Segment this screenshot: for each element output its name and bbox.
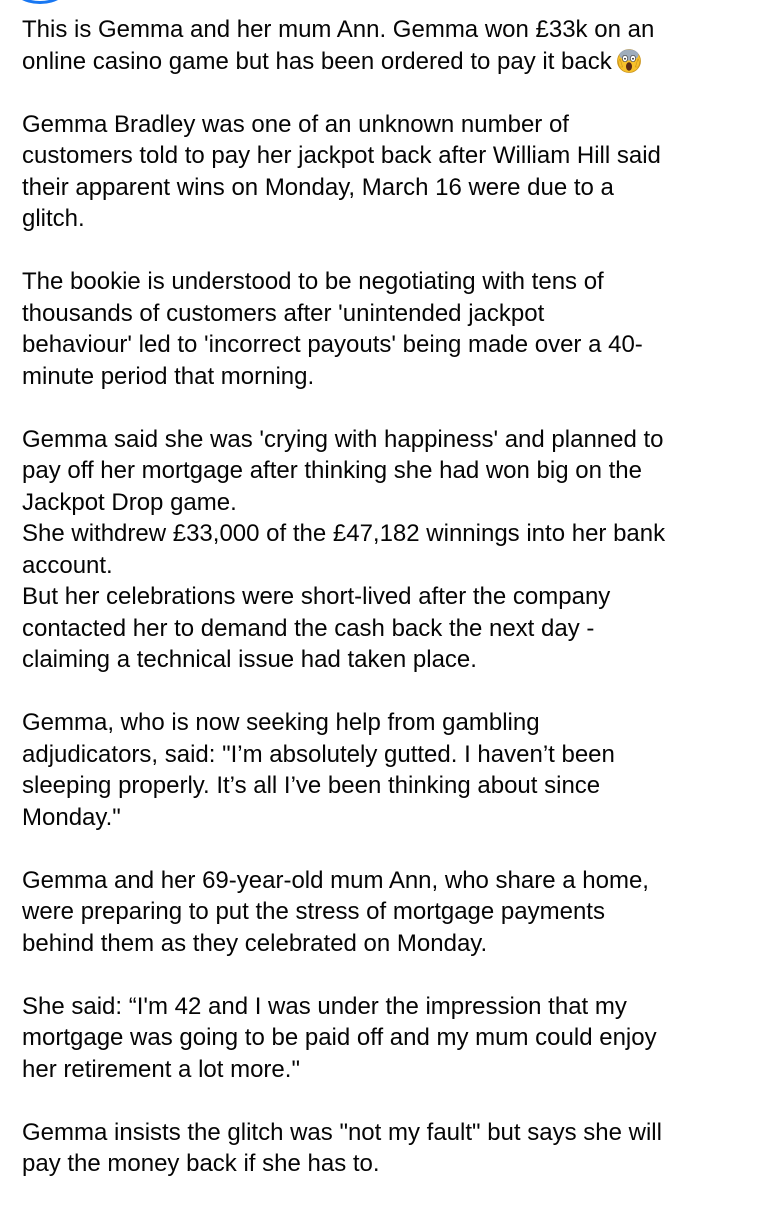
- post-line: Gemma and her 69-year-old mum Ann, who share a home,: [22, 866, 649, 894]
- post-paragraph: [22, 109, 757, 235]
- post-line: Jackpot Drop game.: [22, 488, 237, 516]
- post-line: mortgage was going to be paid off and my mum could enjoy: [22, 1024, 657, 1051]
- post-line: The bookie is understood to be negotiating with tens of: [22, 268, 604, 295]
- post-line: Monday.": [22, 803, 121, 831]
- avatar[interactable]: [10, 0, 70, 4]
- screaming-face-emoji-icon: [616, 48, 642, 74]
- post-paragraph: [22, 266, 757, 392]
- post-line: her retirement a lot more.": [22, 1055, 300, 1083]
- post-line: Gemma Bradley was one of an unknown number of: [22, 110, 569, 138]
- post-line: glitch.: [22, 205, 85, 232]
- post-line: Gemma, who is now seeking help from gambling: [22, 709, 540, 736]
- post-line: But her celebrations were short-lived after the company: [22, 583, 611, 610]
- post-paragraph: [22, 424, 757, 676]
- post-line: pay off her mortgage after thinking she had won big on the: [22, 457, 642, 484]
- post-line: sleeping properly. It’s all I’ve been thinking about since: [22, 772, 601, 799]
- post-line: behaviour' led to 'incorrect payouts' being made over a 40-: [22, 331, 643, 358]
- post-line: minute period that morning.: [22, 362, 315, 390]
- post-line: were preparing to put the stress of mortgage payments: [22, 898, 605, 925]
- post-line-text: online casino game but has been ordered to pay it back: [22, 47, 612, 75]
- post-line: account.: [22, 551, 113, 579]
- post-line: Gemma said she was 'crying with happiness' and planned to: [22, 425, 664, 453]
- post-paragraph: [22, 1117, 757, 1180]
- post-line: She said: “I'm 42 and I was under the impression that my: [22, 992, 627, 1020]
- post-line: adjudicators, said: "I’m absolutely gutted. I haven’t been: [22, 740, 615, 768]
- post-line: This is Gemma and her mum Ann. Gemma won £33k on an: [22, 16, 655, 43]
- post-paragraph: [22, 865, 757, 960]
- post-paragraph: [22, 991, 757, 1086]
- post-line: behind them as they celebrated on Monday.: [22, 929, 488, 957]
- post-line: She withdrew £33,000 of the £47,182 winnings into her bank: [22, 520, 666, 547]
- post-paragraph: [22, 707, 757, 833]
- post-line: pay the money back if she has to.: [22, 1150, 380, 1177]
- post-line: thousands of customers after 'unintended jackpot: [22, 299, 545, 327]
- post-line: contacted her to demand the cash back the next day -: [22, 614, 595, 642]
- post-line: their apparent wins on Monday, March 16 were due to a: [22, 173, 614, 201]
- post-paragraph: [22, 14, 757, 77]
- post-line: Gemma insists the glitch was "not my fault" but says she will: [22, 1118, 662, 1146]
- post-body: [22, 14, 757, 1211]
- post-line: [22, 46, 757, 78]
- post-line: customers told to pay her jackpot back after William Hill said: [22, 142, 661, 169]
- post-line: claiming a technical issue had taken place.: [22, 646, 477, 673]
